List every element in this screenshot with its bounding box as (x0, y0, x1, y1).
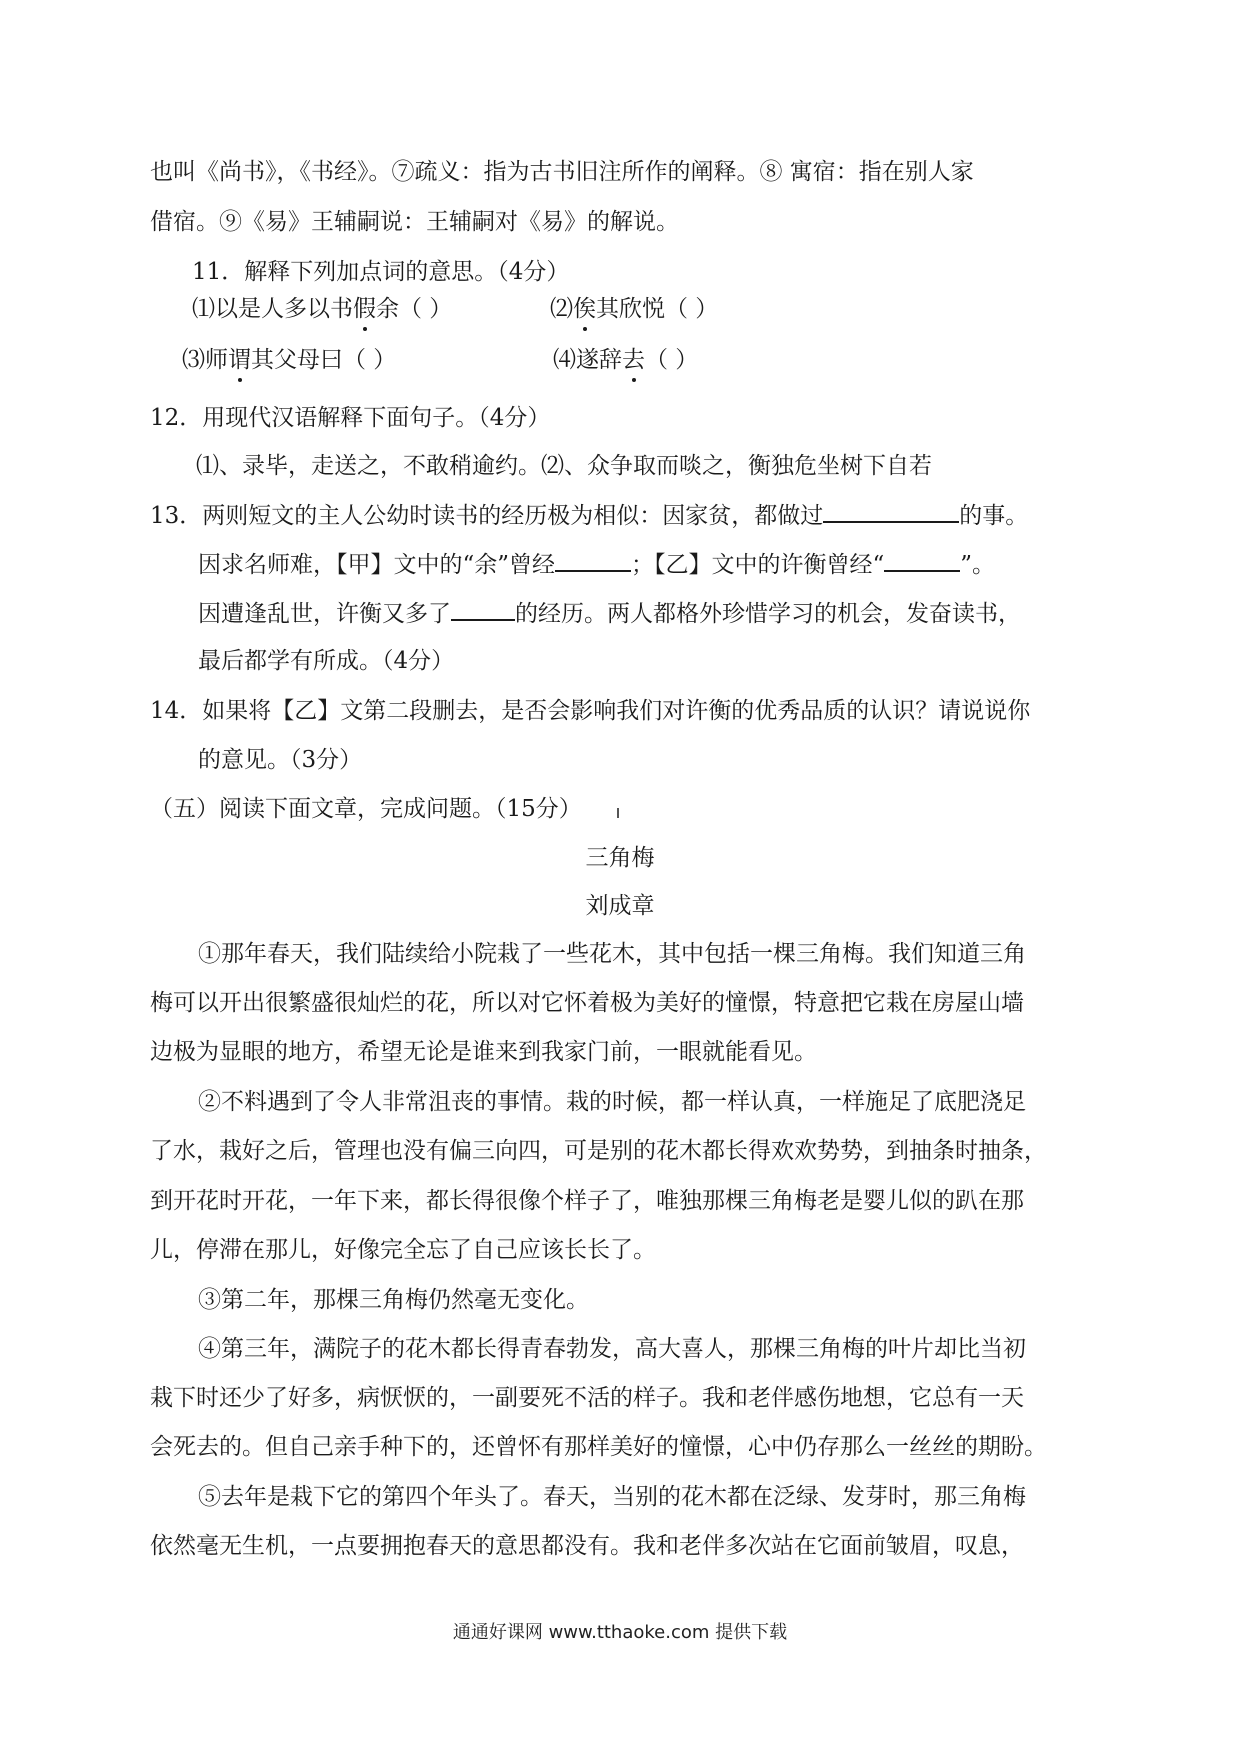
q13-line-2-c: ”。 (960, 552, 996, 578)
q14-line-2: 的意见。（3分） (198, 747, 363, 773)
notes-line-2: 借宿。⑨《易》王辅嗣说：王辅嗣对《易》的解说。 (150, 209, 679, 235)
article-p2-line-2: 了水，栽好之后，管理也没有偏三向四，可是别的花木都长得欢欢势势，到抽条时抽条， (150, 1138, 1047, 1164)
q13-line-3 (198, 597, 1021, 629)
q11-item-4-pre: ⑷遂辞 (553, 347, 622, 373)
section-5-heading: （五）阅读下面文章，完成问题。（15分） (150, 796, 582, 822)
q13-line-1-a: 13．两则短文的主人公幼时读书的经历极为相似：因家贫，都做过 (150, 503, 824, 529)
q13-line-3-a: 因遭逢乱世，许衡又多了 (198, 601, 451, 627)
q13-answer-blank-1[interactable] (823, 499, 959, 523)
q11-item-3-dotted-word: 谓 (228, 347, 251, 373)
q13-line-1-b: 的事。 (959, 503, 1029, 529)
article-p2-line-3: 到开花时开花，一年下来，都长得很像个样子了，唯独那棵三角梅老是婴儿似的趴在那 (150, 1188, 1024, 1214)
article-p3-line-1: ③第二年，那棵三角梅仍然毫无变化。 (198, 1287, 589, 1313)
article-p2-line-1: ②不料遇到了令人非常沮丧的事情。栽的时候，都一样认真，一样施足了底肥浇足 (198, 1089, 1026, 1115)
article-p4-line-3: 会死去的。但自己亲手种下的，还曾怀有那样美好的憧憬，心中仍存那么一丝丝的期盼。 (150, 1434, 1047, 1460)
q14-line-1: 14．如果将【乙】文第二段删去，是否会影响我们对许衡的优秀品质的认识？请说说你 (150, 698, 1031, 724)
q11-item-4-dotted-word: 去 (622, 347, 645, 373)
article-p1-line-1: ①那年春天，我们陆续给小院栽了一些花木，其中包括一棵三角梅。我们知道三角 (198, 941, 1026, 967)
article-p5-line-2: 依然毫无生机，一点要拥抱春天的意思都没有。我和老伴多次站在它面前皱眉，叹息， (150, 1533, 1024, 1559)
q13-line-2 (198, 548, 995, 580)
q13-answer-blank-3[interactable] (884, 548, 960, 572)
q11-item-2-dotted-word: 俟 (573, 296, 596, 322)
q11-item-2 (550, 294, 718, 324)
article-p2-line-4: 儿，停滞在那儿，好像完全忘了自己应该长长了。 (150, 1237, 656, 1263)
article-p1-line-3: 边极为显眼的地方，希望无论是谁来到我家门前，一眼就能看见。 (150, 1039, 817, 1065)
article-p5-line-1: ⑤去年是栽下它的第四个年头了。春天，当别的花木都在泛绿、发芽时，那三角梅 (198, 1484, 1026, 1510)
q12-body: ⑴、录毕，走送之，不敢稍逾约。⑵、众争取而啖之，衡独危坐树下自若 (196, 453, 932, 479)
q11-item-4-post: （ ） (645, 347, 699, 373)
q13-line-2-b: ；【乙】文中的许衡曾经“ (631, 552, 885, 578)
q11-item-2-post: 其欣悦（ ） (596, 296, 719, 322)
q11-item-2-pre: ⑵ (550, 296, 573, 322)
article-p4-line-2: 栽下时还少了好多，病恹恹的，一副要死不活的样子。我和老伴感伤地想，它总有一天 (150, 1385, 1024, 1411)
q13-answer-blank-2[interactable] (555, 548, 631, 572)
article-author: 刘成章 (585, 893, 655, 919)
q13-line-1 (150, 499, 1028, 531)
q13-line-4: 最后都学有所成。（4分） (198, 648, 455, 674)
scan-mark (617, 808, 619, 818)
q13-answer-blank-4[interactable] (451, 597, 515, 621)
q11-item-3-pre: ⑶师 (182, 347, 228, 373)
q11-item-4 (553, 345, 698, 375)
q11-title: 11．解释下列加点词的意思。（4分） (192, 259, 570, 285)
q13-line-3-b: 的经历。两人都格外珍惜学习的机会，发奋读书， (515, 601, 1021, 627)
q13-line-2-a: 因求名师难，【甲】文中的“余”曾经 (198, 552, 556, 578)
q11-item-1-dotted-word: 假 (353, 296, 376, 322)
footer-download-credit: 通通好课网 www.tthaoke.com 提供下载 (452, 1622, 788, 1643)
q11-item-1 (192, 294, 452, 324)
q11-item-1-pre: ⑴以是人多以书 (192, 296, 353, 322)
notes-line-1: 也叫《尚书》，《书经》。⑦疏义：指为古书旧注所作的阐释。⑧ 寓宿：指在别人家 (150, 159, 974, 185)
article-p1-line-2: 梅可以开出很繁盛很灿烂的花，所以对它怀着极为美好的憧憬，特意把它栽在房屋山墙 (150, 990, 1024, 1016)
article-title: 三角梅 (585, 845, 655, 871)
q11-item-3-post: 其父母曰（ ） (251, 347, 397, 373)
q12-title: 12．用现代汉语解释下面句子。（4分） (150, 405, 551, 431)
q11-item-1-post: 余（ ） (376, 296, 453, 322)
article-p4-line-1: ④第三年，满院子的花木都长得青春勃发，高大喜人，那棵三角梅的叶片却比当初 (198, 1336, 1026, 1362)
q11-item-3 (182, 345, 396, 375)
